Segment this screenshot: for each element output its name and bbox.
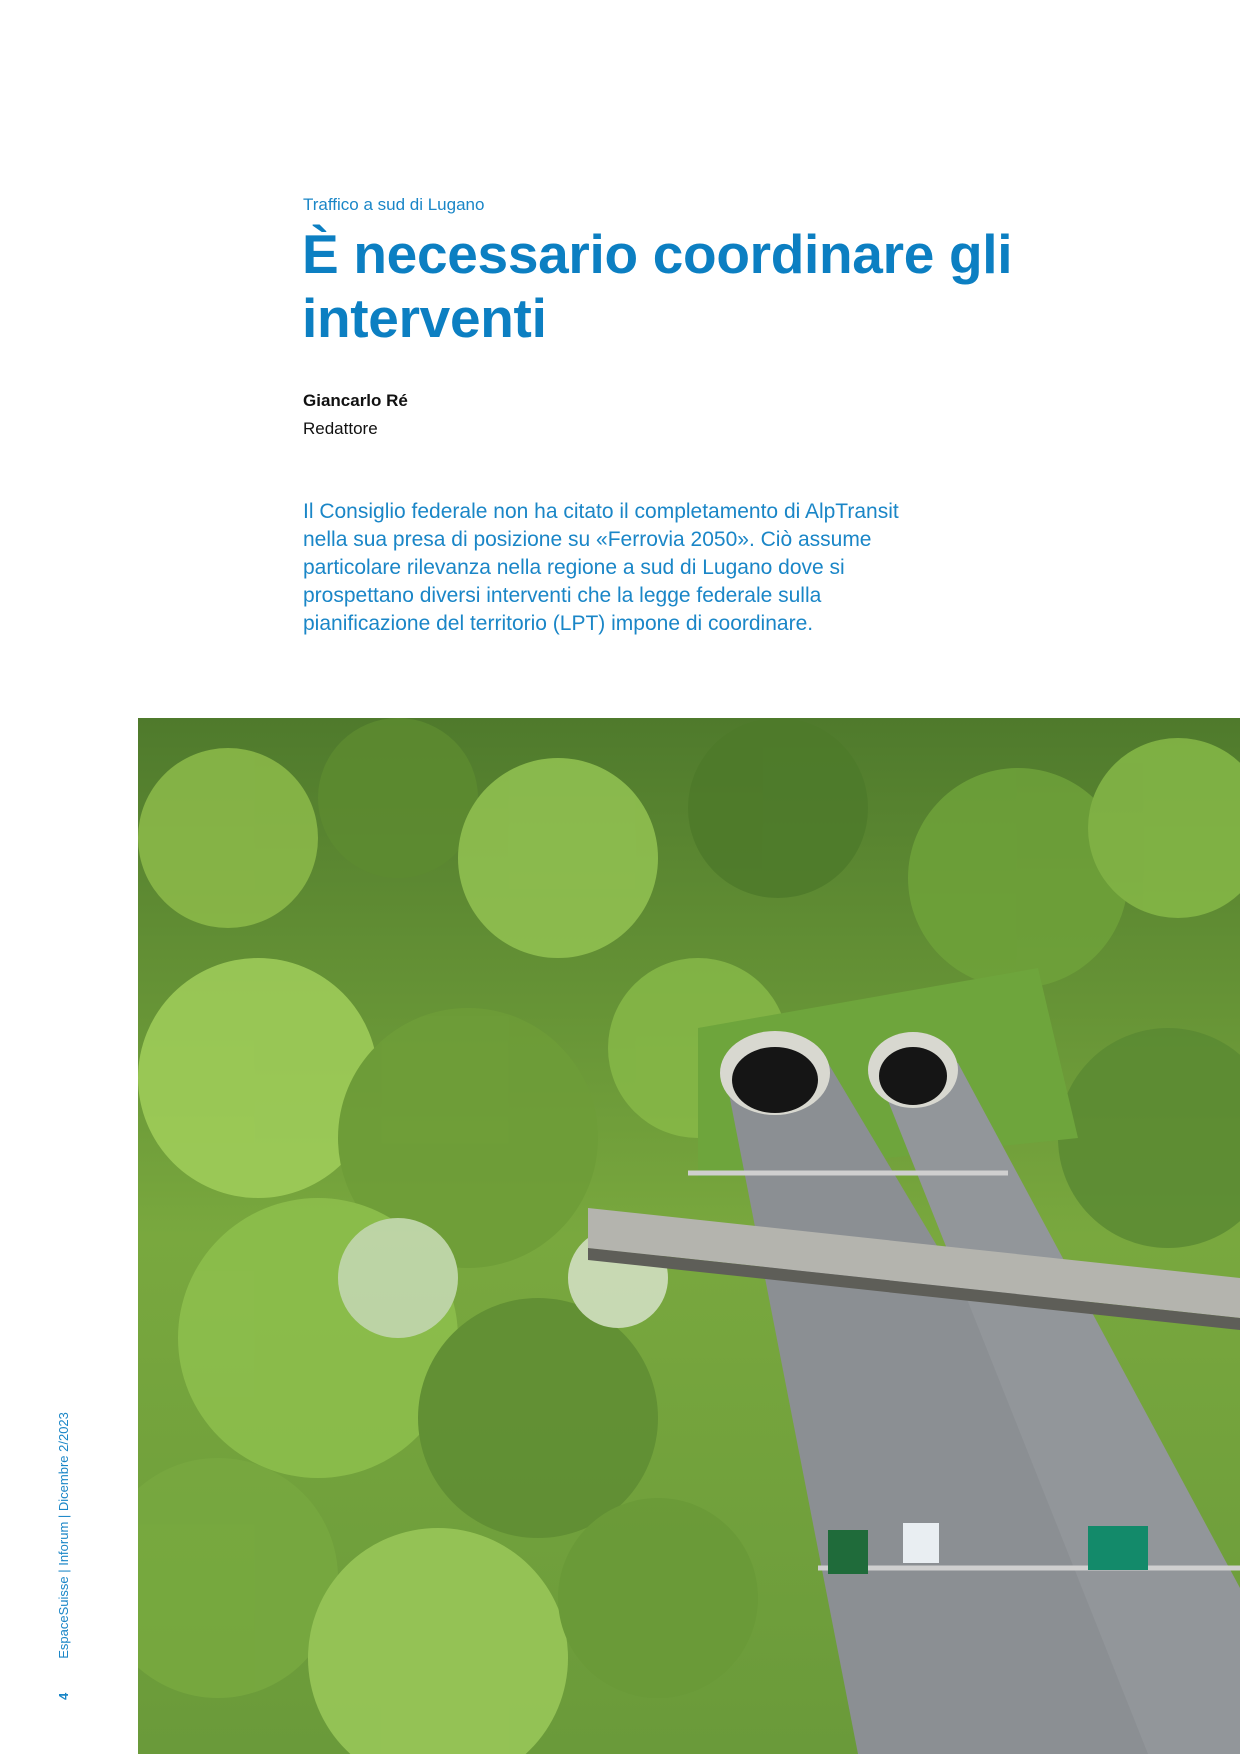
- article-photo: [138, 718, 1240, 1754]
- truck: [828, 1530, 868, 1574]
- author-name: Giancarlo Ré: [303, 391, 408, 410]
- kicker: Traffico a sud di Lugano: [303, 195, 485, 214]
- page-footer: [56, 1300, 76, 1700]
- article-title: È necessario coordinare gli interventi: [302, 223, 1013, 349]
- lead-paragraph: Il Consiglio federale non ha citato il completamento di AlpTransit nella sua presa di posizione su «Ferrovia 2050». Ciò assume particolare rilevanza nella regione a sud di Lugano dove si prospettano diversi interventi che la legge federale sulla pianificazione del territorio (LPT) impone di coordinare.: [303, 500, 899, 635]
- bus: [903, 1523, 939, 1563]
- photo-illustration: [138, 718, 1240, 1754]
- page-number: 4: [56, 1692, 71, 1700]
- author-role: Redattore: [303, 419, 378, 438]
- direction-sign: [1088, 1526, 1148, 1570]
- publication-info: EspaceSuisse | Inforum | Dicembre 2/2023: [56, 1412, 71, 1659]
